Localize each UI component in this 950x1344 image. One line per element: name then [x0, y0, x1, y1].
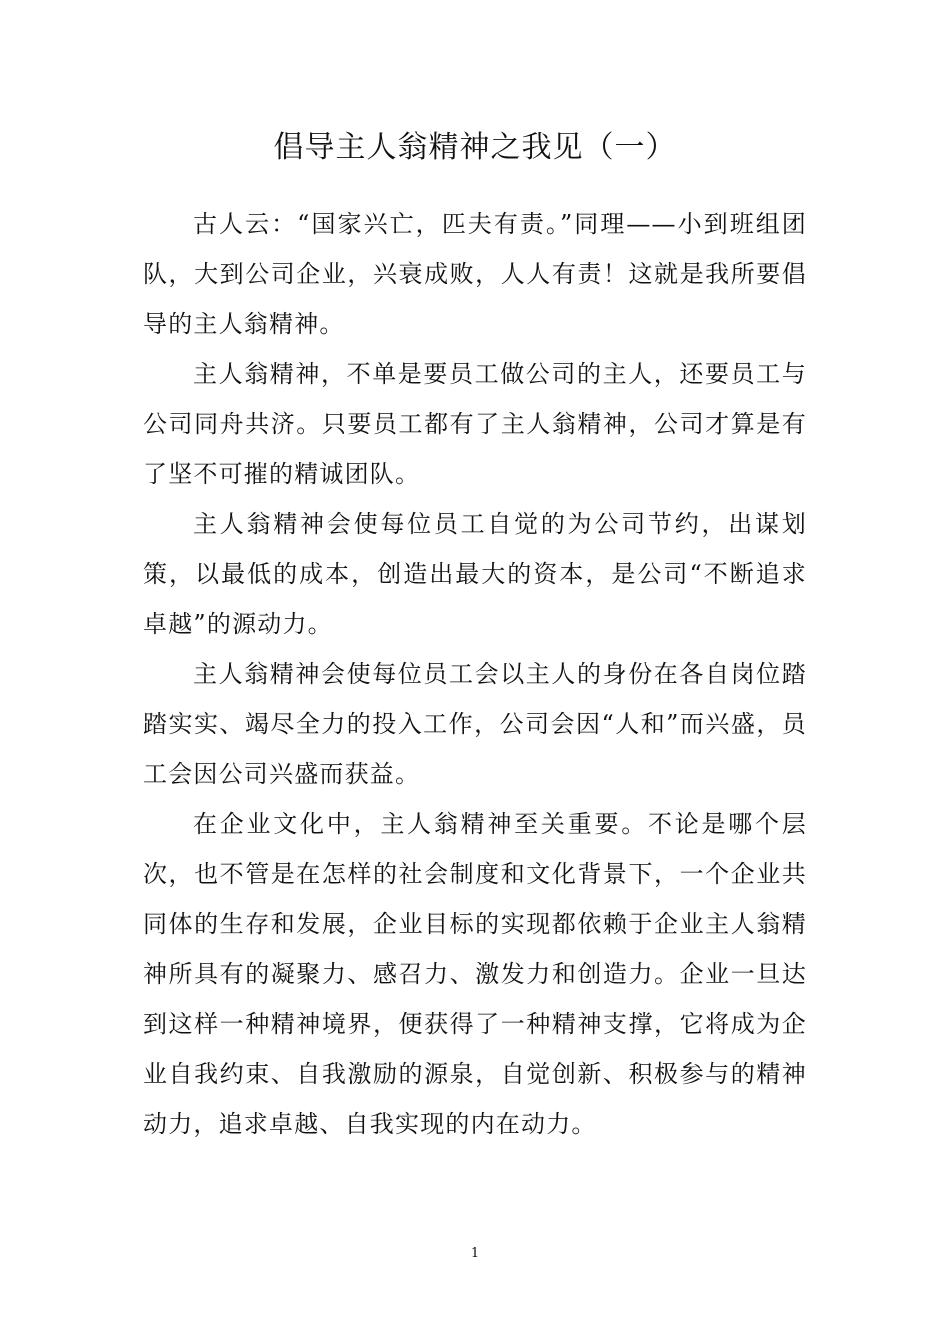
- paragraph-1: 古人云：“国家兴亡，匹夫有责。”同理——小到班组团队，大到公司企业，兴衰成败，人人有责！这就是我所要倡导的主人翁精神。: [143, 210, 807, 338]
- document-body: [143, 199, 807, 1149]
- paragraph-4: 主人翁精神会使每位员工会以主人的身份在各自岗位踏踏实实、竭尽全力的投入工作，公司会因“人和”而兴盛，员工会因公司兴盛而获益。: [143, 660, 807, 788]
- paragraph-2: 主人翁精神，不单是要员工做公司的主人，还要员工与公司同舟共济。只要员工都有了主人翁精神，公司才算是有了坚不可摧的精诚团队。: [143, 360, 807, 488]
- document-title: 倡导主人翁精神之我见（一）: [273, 130, 677, 165]
- paragraph-5: 在企业文化中，主人翁精神至关重要。不论是哪个层次，也不管是在怎样的社会制度和文化背景下，一个企业共同体的生存和发展，企业目标的实现都依赖于企业主人翁精神所具有的凝聚力、感召力、激发力和创造力。企业一旦达到这样一种精神境界，便获得了一种精神支撑，它将成为企业自我约束、自我激励的源泉，自觉创新、积极参与的精神动力，追求卓越、自我实现的内在动力。: [143, 810, 807, 1138]
- paragraph-3: 主人翁精神会使每位员工自觉的为公司节约，出谋划策，以最低的成本，创造出最大的资本，是公司“不断追求卓越”的源动力。: [143, 510, 807, 638]
- page-number: 1: [470, 1246, 480, 1261]
